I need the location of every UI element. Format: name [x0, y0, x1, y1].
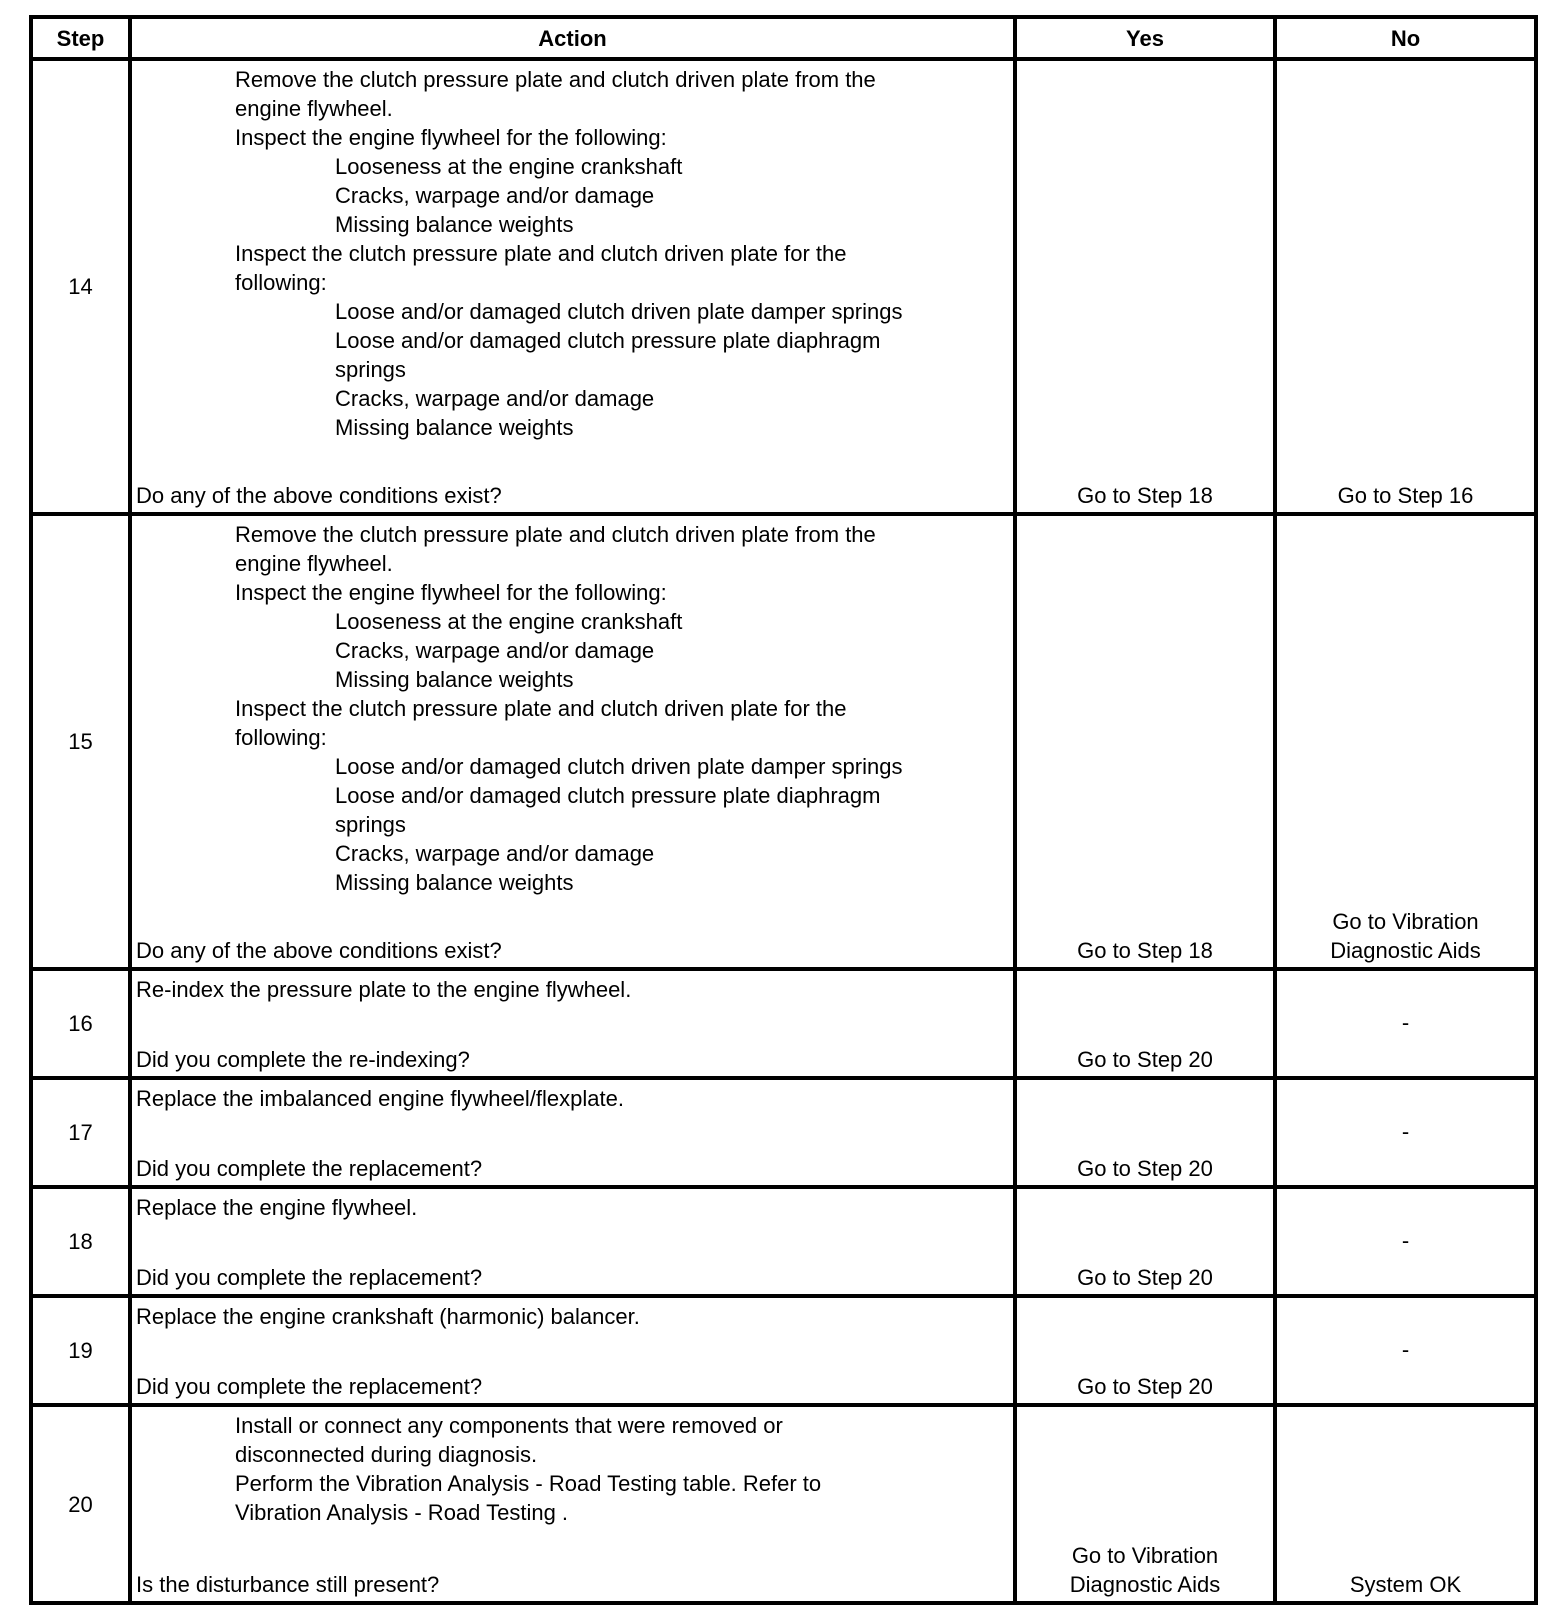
- action-subline: Loose and/or damaged clutch pressure plate diaphragm: [335, 783, 881, 808]
- action-line: Replace the engine flywheel.: [136, 1195, 418, 1220]
- action-cell: [130, 514, 1015, 969]
- yes-line: Go to Vibration: [1071, 1543, 1219, 1568]
- action-line: Remove the clutch pressure plate and clutch driven plate from the: [235, 67, 876, 92]
- action-line: Inspect the clutch pressure plate and clutch driven plate for the: [235, 241, 847, 266]
- action-cell: [130, 1296, 1015, 1405]
- action-subline: Loose and/or damaged clutch driven plate damper springs: [335, 754, 903, 779]
- no-cell: -: [1275, 969, 1536, 1078]
- yes-cell: Go to Step 20: [1015, 1078, 1275, 1187]
- step-number: 16: [31, 969, 130, 1078]
- action-line: following:: [235, 725, 327, 750]
- action-question: Did you complete the replacement?: [136, 1156, 483, 1181]
- no-cell: -: [1275, 1187, 1536, 1296]
- table-row: [31, 1405, 1536, 1603]
- action-line: Perform the Vibration Analysis - Road Testing table. Refer to: [235, 1471, 822, 1496]
- action-subline: Looseness at the engine crankshaft: [335, 609, 683, 634]
- action-question: Is the disturbance still present?: [136, 1572, 440, 1597]
- header-step: Step: [31, 17, 130, 59]
- action-line: Remove the clutch pressure plate and clutch driven plate from the: [235, 522, 876, 547]
- action-subline: springs: [335, 812, 406, 837]
- header-row: [31, 17, 1536, 59]
- action-subline: Loose and/or damaged clutch pressure plate diaphragm: [335, 328, 881, 353]
- action-cell: [130, 969, 1015, 1078]
- action-cell: [130, 1078, 1015, 1187]
- table-row: [31, 514, 1536, 969]
- header-yes: Yes: [1015, 17, 1275, 59]
- action-line: disconnected during diagnosis.: [235, 1442, 538, 1467]
- no-cell: Go to Step 16: [1275, 59, 1536, 514]
- step-number: 19: [31, 1296, 130, 1405]
- no-cell: [1275, 514, 1536, 969]
- table-row: [31, 969, 1536, 1078]
- action-subline: springs: [335, 357, 406, 382]
- action-cell: [130, 59, 1015, 514]
- action-line: Re-index the pressure plate to the engine flywheel.: [136, 977, 632, 1002]
- action-line: Vibration Analysis - Road Testing .: [235, 1500, 569, 1525]
- no-cell: -: [1275, 1078, 1536, 1187]
- action-question: Did you complete the re-indexing?: [136, 1047, 470, 1072]
- yes-cell: Go to Step 20: [1015, 1296, 1275, 1405]
- action-subline: Cracks, warpage and/or damage: [335, 183, 655, 208]
- action-question: Did you complete the replacement?: [136, 1265, 483, 1290]
- action-cell: [130, 1405, 1015, 1603]
- action-line: Inspect the engine flywheel for the following:: [235, 580, 667, 605]
- action-subline: Cracks, warpage and/or damage: [335, 841, 655, 866]
- header-no: No: [1275, 17, 1536, 59]
- action-line: Replace the engine crankshaft (harmonic) balancer.: [136, 1304, 640, 1329]
- table-row: [31, 1296, 1536, 1405]
- yes-cell: [1015, 1405, 1275, 1603]
- yes-cell: Go to Step 20: [1015, 1187, 1275, 1296]
- action-line: engine flywheel.: [235, 96, 393, 121]
- action-line: Inspect the clutch pressure plate and clutch driven plate for the: [235, 696, 847, 721]
- action-line: following:: [235, 270, 327, 295]
- table-row: [31, 1078, 1536, 1187]
- action-subline: Missing balance weights: [335, 870, 574, 895]
- no-line: Diagnostic Aids: [1330, 938, 1481, 963]
- table-row: [31, 1187, 1536, 1296]
- action-subline: Missing balance weights: [335, 667, 574, 692]
- yes-cell: Go to Step 20: [1015, 969, 1275, 1078]
- no-cell: System OK: [1275, 1405, 1536, 1603]
- action-line: engine flywheel.: [235, 551, 393, 576]
- action-subline: Loose and/or damaged clutch driven plate damper springs: [335, 299, 903, 324]
- yes-cell: Go to Step 18: [1015, 59, 1275, 514]
- action-line: Replace the imbalanced engine flywheel/flexplate.: [136, 1086, 624, 1111]
- header-action: Action: [130, 17, 1015, 59]
- yes-line: Diagnostic Aids: [1069, 1572, 1221, 1597]
- action-subline: Missing balance weights: [335, 415, 574, 440]
- action-line: Inspect the engine flywheel for the following:: [235, 125, 667, 150]
- action-subline: Looseness at the engine crankshaft: [335, 154, 683, 179]
- step-number: 20: [31, 1405, 130, 1603]
- action-question: Did you complete the replacement?: [136, 1374, 483, 1399]
- step-number: 14: [31, 59, 130, 514]
- action-question: Do any of the above conditions exist?: [136, 938, 502, 963]
- action-subline: Cracks, warpage and/or damage: [335, 386, 655, 411]
- yes-cell: Go to Step 18: [1015, 514, 1275, 969]
- action-cell: [130, 1187, 1015, 1296]
- action-subline: Cracks, warpage and/or damage: [335, 638, 655, 663]
- action-question: Do any of the above conditions exist?: [136, 483, 502, 508]
- step-number: 15: [31, 514, 130, 969]
- step-number: 17: [31, 1078, 130, 1187]
- diagnostic-table: [29, 15, 1538, 1605]
- no-cell: -: [1275, 1296, 1536, 1405]
- table-row: [31, 59, 1536, 514]
- action-subline: Missing balance weights: [335, 212, 574, 237]
- no-line: Go to Vibration: [1332, 909, 1479, 934]
- action-line: Install or connect any components that were removed or: [235, 1413, 783, 1438]
- step-number: 18: [31, 1187, 130, 1296]
